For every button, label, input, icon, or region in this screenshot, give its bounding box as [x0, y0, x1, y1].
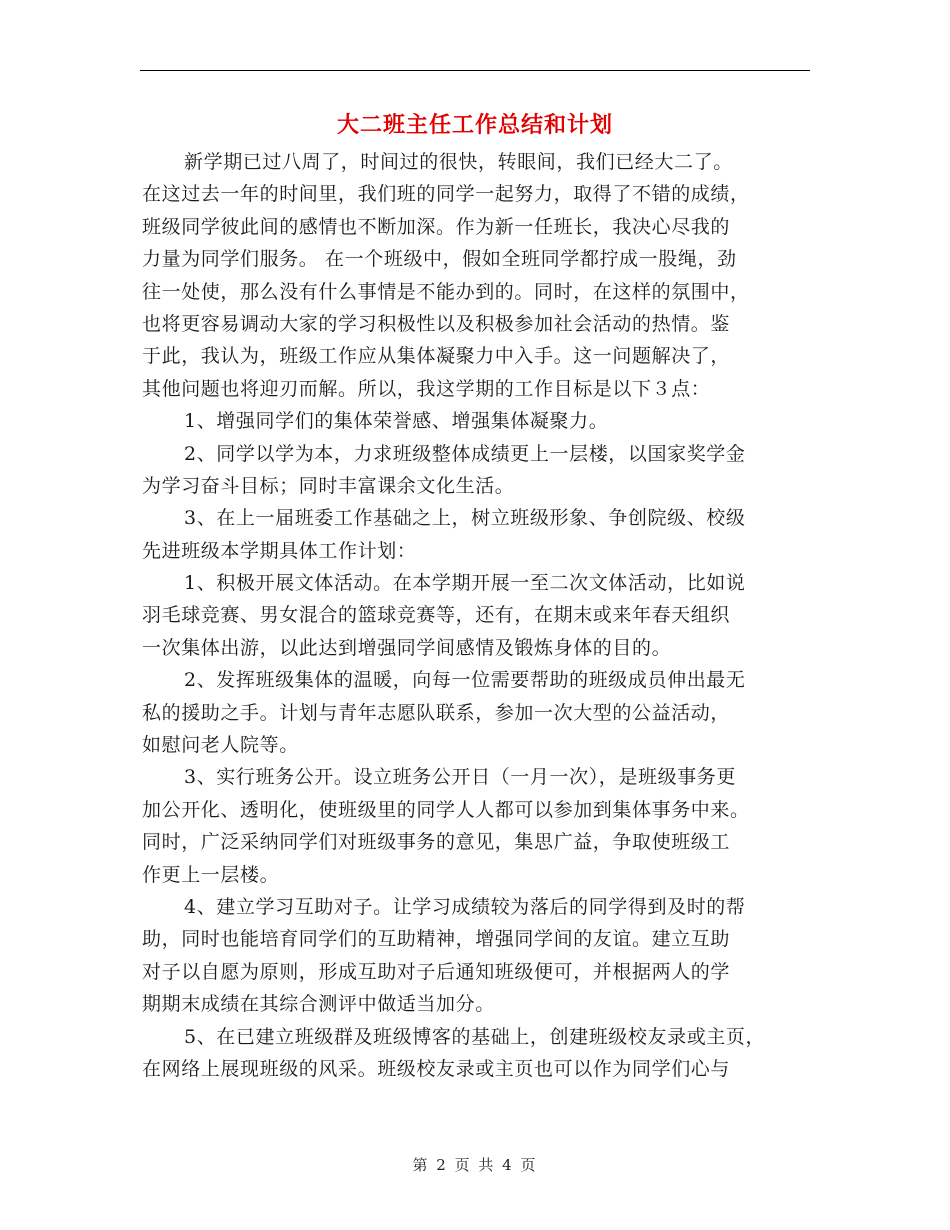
body-text-line: 加公开化、透明化，使班级里的同学人人都可以参加到集体事务中来。 — [142, 798, 750, 821]
body-text-line: 同时，广泛采纳同学们对班级事务的意见，集思广益，争取使班级工 — [142, 831, 731, 854]
body-text-line: 3、实行班务公开。设立班务公开日（一月一次），是班级事务更 — [184, 766, 736, 789]
body-text-line: 助，同时也能培育同学们的互助精神，增强同学间的友谊。建立互助 — [142, 928, 731, 951]
body-text-line: 2、发挥班级集体的温暖，向每一位需要帮助的班级成员伸出最无 — [184, 669, 746, 692]
body-text-line: 往一处使，那么没有什么事情是不能办到的。同时，在这样的氛围中， — [142, 280, 750, 303]
body-text-line: 一次集体出游，以此达到增强同学间感情及锻炼身体的目的。 — [142, 636, 672, 659]
body-text-line: 先进班级本学期具体工作计划： — [142, 539, 417, 562]
body-text-line: 2、同学以学为本，力求班级整体成绩更上一层楼，以国家奖学金 — [184, 442, 746, 465]
body-text-line: 也将更容易调动大家的学习积极性以及积极参加社会活动的热情。鉴 — [142, 312, 731, 335]
body-text-line: 对子以自愿为原则，形成互助对子后通知班级便可，并根据两人的学 — [142, 960, 731, 983]
body-text-line: 班级同学彼此间的感情也不断加深。作为新一任班长，我决心尽我的 — [142, 215, 731, 238]
header-rule — [140, 70, 810, 71]
document-body — [142, 146, 810, 1085]
body-text-line: 私的援助之手。计划与青年志愿队联系，参加一次大型的公益活动， — [142, 701, 731, 724]
body-text-line: 4、建立学习互助对子。让学习成绩较为落后的同学得到及时的帮 — [184, 895, 746, 918]
body-text-line: 在这过去一年的时间里，我们班的同学一起努力，取得了不错的成绩， — [142, 183, 750, 206]
body-text-line: 1、积极开展文体活动。在本学期开展一至二次文体活动，比如说 — [184, 572, 746, 595]
document-title: 大二班主任工作总结和计划 — [336, 112, 613, 138]
body-text-line: 在网络上展现班级的风采。班级校友录或主页也可以作为同学们心与 — [142, 1057, 731, 1080]
body-text-line: 羽毛球竞赛、男女混合的篮球竞赛等，还有，在期末或来年春天组织 — [142, 604, 731, 627]
body-text-line: 新学期已过八周了，时间过的很快，转眼间，我们已经大二了。 — [184, 151, 733, 173]
page-footer: 第 2 页 共 4 页 — [412, 1156, 538, 1174]
body-text-line: 5、在已建立班级群及班级博客的基础上，创建班级校友录或主页， — [184, 1025, 766, 1048]
body-text-line: 1、增强同学们的集体荣誉感、增强集体凝聚力。 — [184, 410, 609, 433]
body-text-line: 3、在上一届班委工作基础之上，树立班级形象、争创院级、校级 — [184, 507, 746, 530]
body-text-line: 如慰问老人院等。 — [142, 734, 299, 757]
body-text-line: 其他问题也将迎刃而解。所以，我这学期的工作目标是以下３点： — [142, 377, 711, 400]
body-text-line: 期期末成绩在其综合测评中做适当加分。 — [142, 993, 495, 1016]
body-text-line: 为学习奋斗目标；同时丰富课余文化生活。 — [142, 474, 515, 497]
body-text-line: 力量为同学们服务。 在一个班级中，假如全班同学都拧成一股绳，劲 — [142, 248, 737, 271]
body-text-line: 于此，我认为，班级工作应从集体凝聚力中入手。这一问题解决了， — [142, 345, 731, 368]
body-text-line: 作更上一层楼。 — [142, 863, 280, 886]
